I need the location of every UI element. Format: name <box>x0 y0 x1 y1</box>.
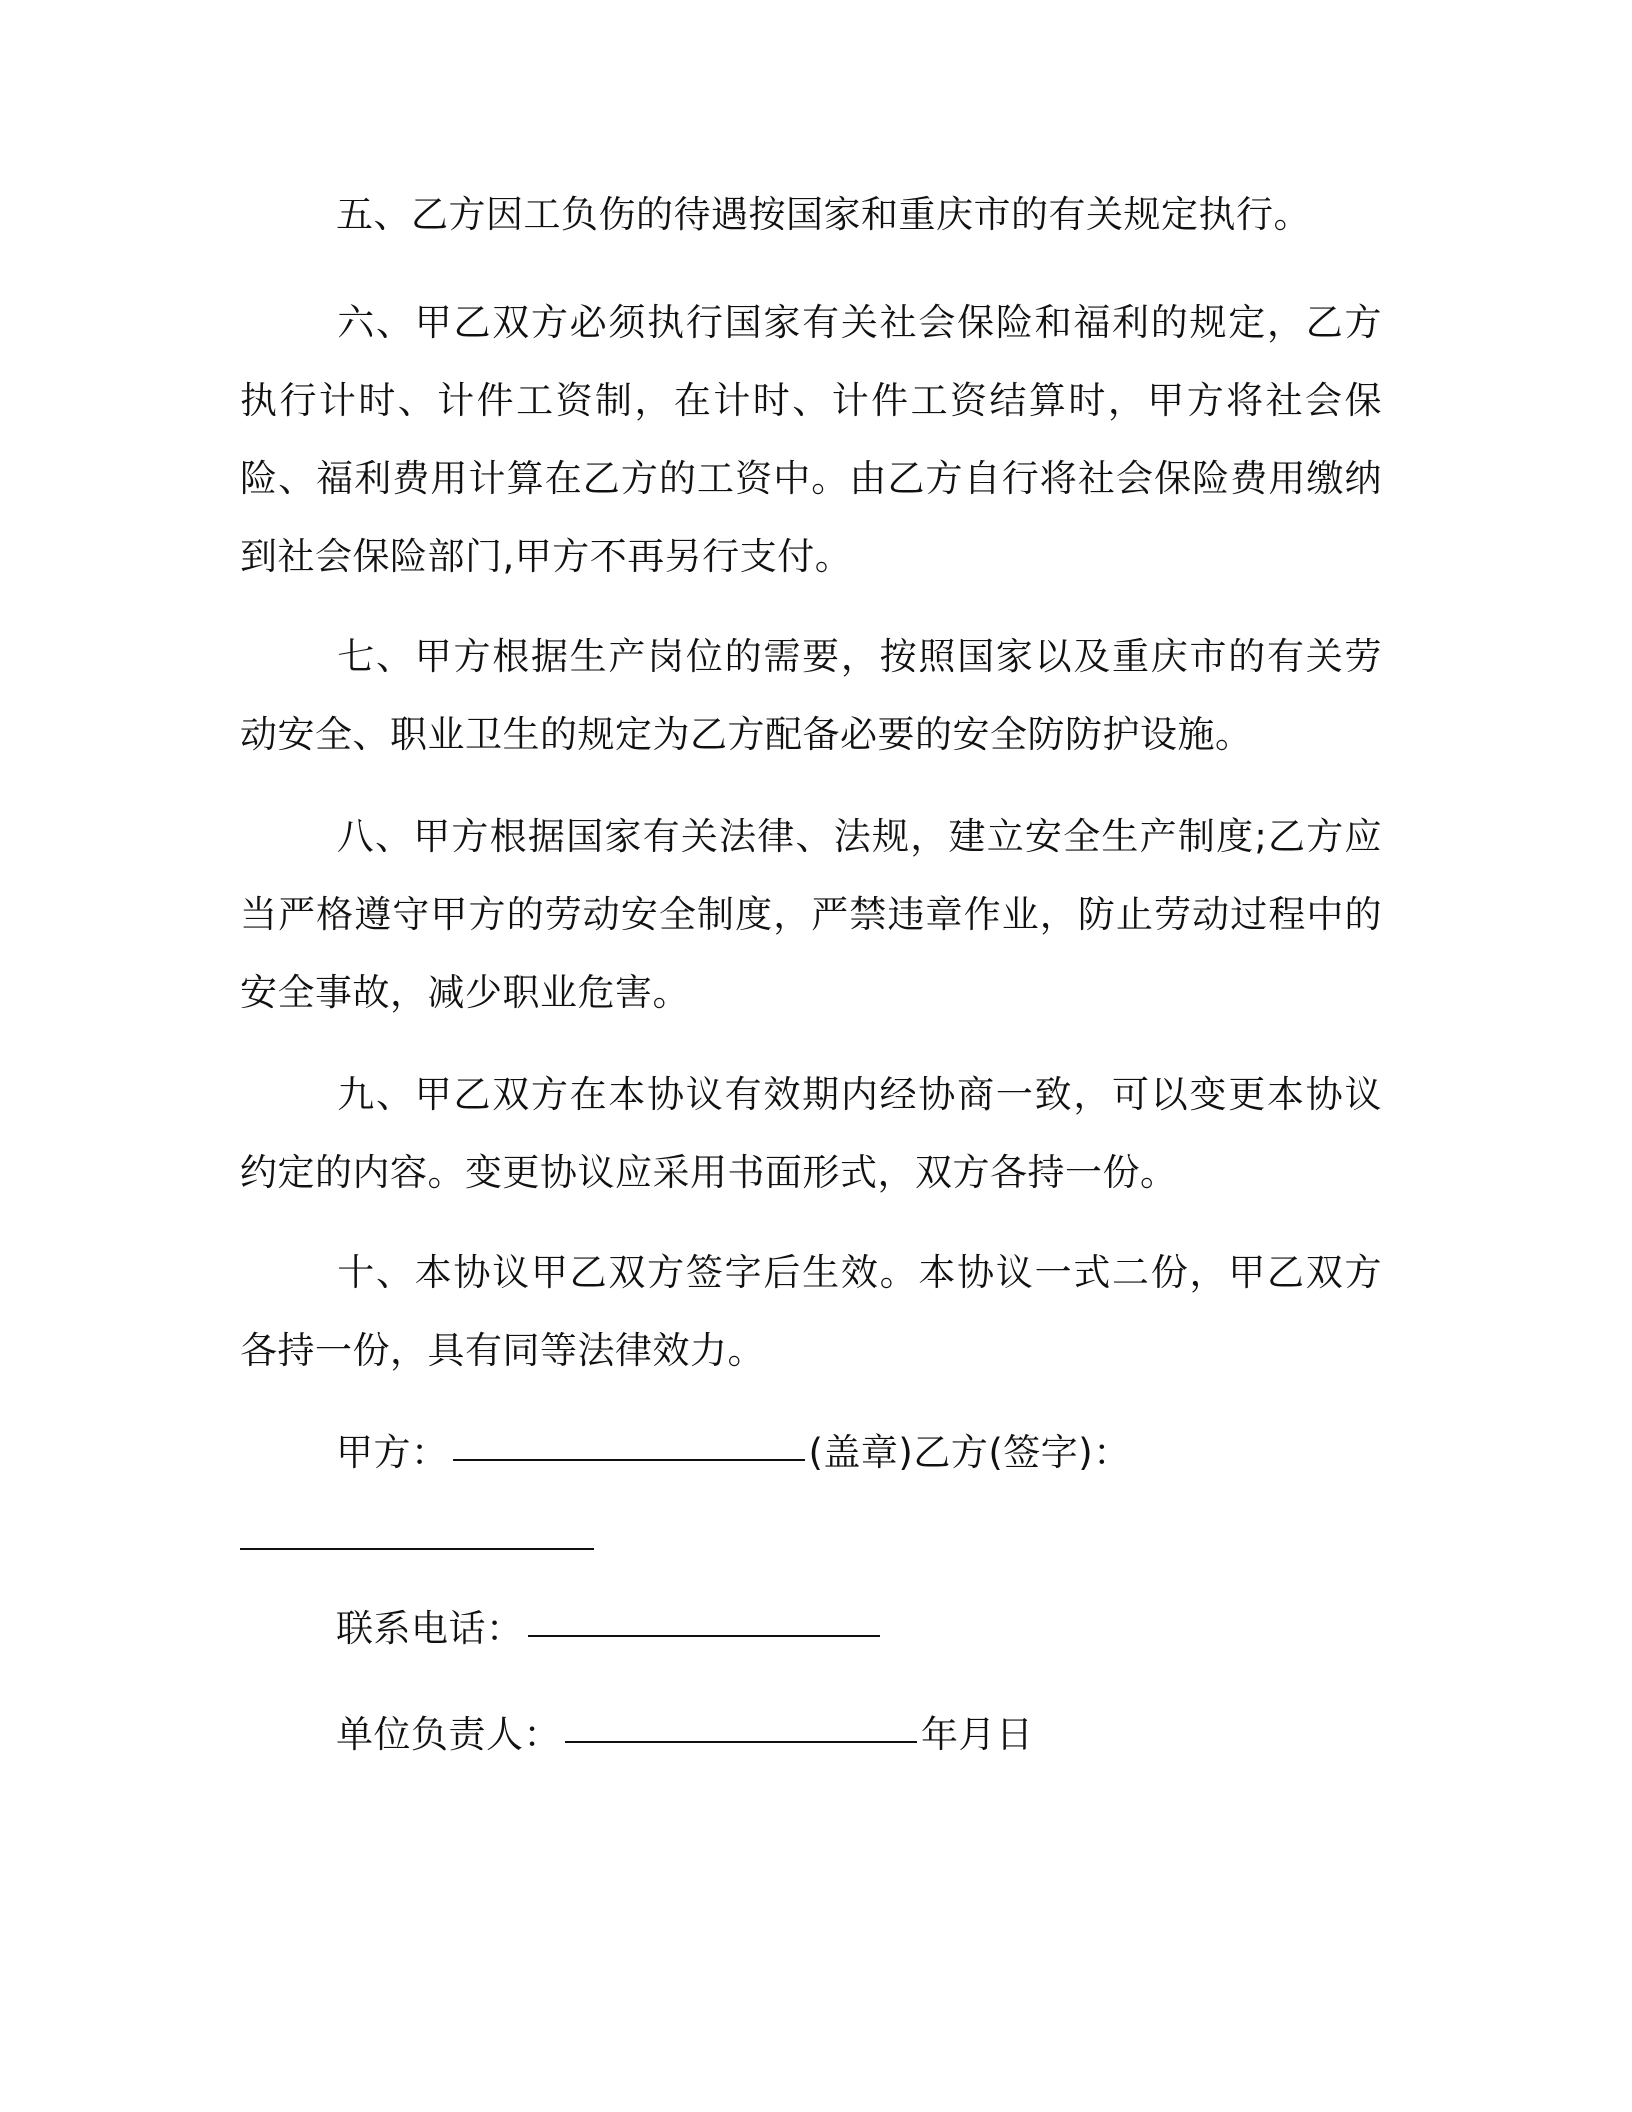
date-label: 年月日 <box>921 1713 1034 1756</box>
party-b-blank[interactable] <box>240 1548 594 1550</box>
clause-ten <box>240 1234 1382 1390</box>
clause-six <box>240 284 1382 596</box>
clause-ten-text: 十、本协议甲乙双方签字后生效。本协议一式二份，甲乙双方各持一份，具有同等法律效力。 <box>240 1251 1382 1372</box>
party-a-blank[interactable] <box>453 1425 805 1461</box>
clause-eight <box>240 798 1382 1032</box>
phone-label: 联系电话： <box>336 1607 524 1650</box>
responsible-blank[interactable] <box>565 1707 917 1743</box>
clause-nine <box>240 1056 1382 1212</box>
party-a-signature-line <box>336 1414 1478 1492</box>
party-a-label: 甲方： <box>336 1431 449 1474</box>
clause-seven-text: 七、甲方根据生产岗位的需要，按照国家以及重庆市的有关劳动安全、职业卫生的规定为乙方配备必要的安全防防护设施。 <box>240 635 1382 756</box>
seal-label: (盖章)乙方(签字)： <box>808 1431 1131 1474</box>
phone-blank[interactable] <box>528 1601 880 1637</box>
clause-five <box>240 176 1382 254</box>
responsible-label: 单位负责人： <box>336 1713 561 1756</box>
clause-eight-text: 八、甲方根据国家有关法律、法规，建立安全生产制度;乙方应当严格遵守甲方的劳动安全制度，严禁违章作业，防止劳动过程中的安全事故，减少职业危害。 <box>240 815 1382 1014</box>
clause-six-text: 六、甲乙双方必须执行国家有关社会保险和福利的规定，乙方执行计时、计件工资制，在计时、计件工资结算时，甲方将社会保险、福利费用计算在乙方的工资中。由乙方自行将社会保险费用缴纳到社会保险部门,甲方不再另行支付。 <box>240 301 1382 578</box>
clause-seven <box>240 618 1382 774</box>
clause-nine-text: 九、甲乙双方在本协议有效期内经协商一致，可以变更本协议约定的内容。变更协议应采用书面形式，双方各持一份。 <box>240 1073 1382 1194</box>
phone-line <box>336 1590 1478 1668</box>
responsible-line <box>336 1696 1478 1774</box>
clause-five-text: 五、乙方因工负伤的待遇按国家和重庆市的有关规定执行。 <box>336 193 1311 236</box>
